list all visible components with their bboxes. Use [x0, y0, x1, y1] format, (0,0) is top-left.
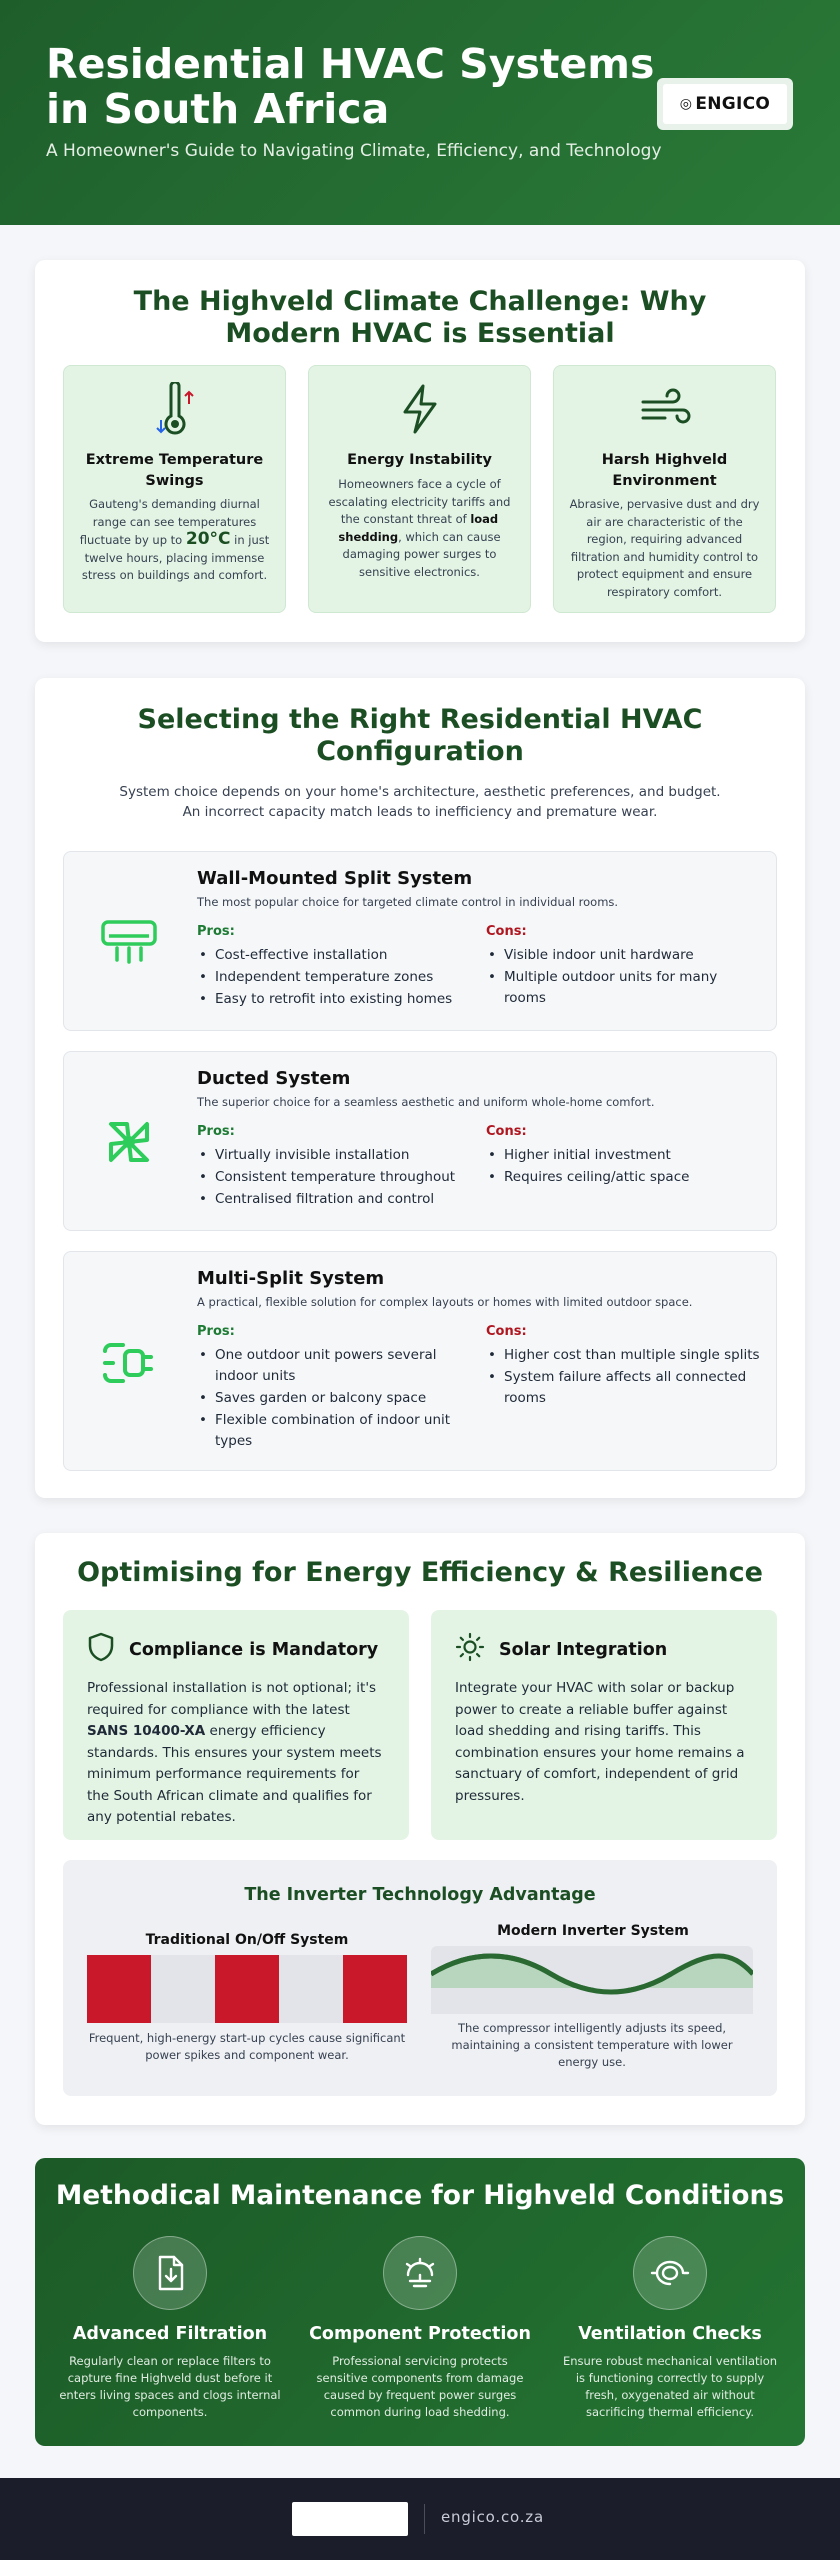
climate-card-title: Extreme Temperature Swings: [85, 452, 264, 489]
page-footer: [0, 2478, 840, 2560]
cycle-on-block: [343, 1955, 407, 2023]
multi-split-icon: [94, 1328, 164, 1398]
compliance-card: [63, 1610, 409, 1840]
list-item: • Requires ceiling/attic space: [486, 1167, 761, 1188]
list-item: • System failure affects all connected rooms: [486, 1367, 761, 1409]
maintenance-item-title: Component Protection: [309, 2324, 531, 2344]
ventilation-icon: [633, 2236, 707, 2310]
page-title: Residential HVAC Systems in South Africa: [46, 40, 655, 133]
list-item: • Centralised filtration and control: [197, 1189, 472, 1210]
page-header: [0, 0, 840, 225]
list-item: • Multiple outdoor units for many rooms: [486, 967, 761, 1009]
traditional-caption: Frequent, high-energy start-up cycles cause significant power spikes and component wear.: [88, 2031, 406, 2062]
maintenance-item-text: Professional servicing protects sensitive components from damage caused by frequent power surges common during load shedding.: [316, 2354, 524, 2419]
pros-label: Pros:: [197, 1324, 235, 1339]
maintenance-title: Methodical Maintenance for Highveld Conditions: [55, 2180, 785, 2211]
wind-icon: [554, 382, 775, 436]
footer-link[interactable]: engico.co.za: [441, 2508, 544, 2526]
list-item: • Visible indoor unit hardware: [486, 945, 761, 966]
system-name: Wall-Mounted Split System: [197, 868, 473, 889]
maintenance-item-protection: [300, 2236, 540, 2421]
modern-label: Modern Inverter System: [497, 1923, 689, 1939]
traditional-label: Traditional On/Off System: [145, 1932, 349, 1948]
maintenance-item-text: Regularly clean or replace filters to capture fine Highveld dust before it enters living spaces and clogs internal components.: [59, 2354, 281, 2419]
solar-card: [431, 1610, 777, 1840]
cons-label: Cons:: [486, 1124, 527, 1139]
climate-card-text: Gauteng's demanding diurnal range can see temperatures fluctuate by up to 20°C in just twelve hours, placing immense stress on buildings and comfort.: [79, 497, 270, 582]
compliance-text: Professional installation is not optional; it's required for compliance with the latest SANS 10400-XA energy efficiency standards. This ensures your system meets minimum performance requirements for the South African climate and qualifies for any potential rebates.: [87, 1680, 382, 1825]
list-item: • Higher initial investment: [486, 1145, 761, 1166]
maintenance-section: [35, 2158, 805, 2446]
maintenance-item-title: Ventilation Checks: [578, 2324, 762, 2344]
maintenance-item-text: Ensure robust mechanical ventilation is functioning correctly to supply fresh, oxygenated air without sacrificing thermal efficiency.: [562, 2354, 778, 2419]
cycle-on-block: [215, 1955, 279, 2023]
list-item: • Consistent temperature throughout: [197, 1167, 472, 1188]
wall-unit-icon: [94, 907, 164, 977]
cons-label: Cons:: [486, 924, 527, 939]
system-card-ducted: [63, 1051, 777, 1231]
maintenance-item-filtration: [50, 2236, 290, 2421]
list-item: • Flexible combination of indoor unit types: [197, 1410, 472, 1452]
climate-card-text: Homeowners face a cycle of escalating electricity tariffs and the constant threat of load shedding, which can cause damaging power surges to sensitive electronics.: [328, 477, 511, 579]
traditional-cycle-graphic: [87, 1955, 407, 2023]
cycle-off-block: [279, 1955, 343, 2023]
list-item: • Cost-effective installation: [197, 945, 472, 966]
footer-divider: [424, 2504, 425, 2534]
modern-caption: The compressor intelligently adjusts its speed, maintaining a consistent temperature with lower energy use.: [451, 2021, 733, 2069]
config-title: Selecting the Right Residential HVAC Configuration: [137, 704, 703, 767]
climate-section: [35, 260, 805, 642]
solar-title: Solar Integration: [499, 1639, 668, 1660]
climate-card-title: Harsh Highveld Environment: [601, 452, 728, 489]
filter-download-icon: [133, 2236, 207, 2310]
system-desc: A practical, flexible solution for complex layouts or homes with limited outdoor space.: [197, 1295, 693, 1309]
ducted-fan-icon: [94, 1107, 164, 1177]
pros-list: [197, 1124, 472, 1211]
list-item: • Easy to retrofit into existing homes: [197, 989, 472, 1010]
inverter-panel: [63, 1860, 777, 2096]
surge-protection-icon: [383, 2236, 457, 2310]
climate-card-energy: [308, 365, 531, 613]
system-card-wall-split: [63, 851, 777, 1031]
climate-card-environment: [553, 365, 776, 613]
climate-title: The Highveld Climate Challenge: Why Modern HVAC is Essential: [133, 286, 707, 349]
pros-label: Pros:: [197, 924, 235, 939]
compliance-title: Compliance is Mandatory: [129, 1639, 379, 1660]
thermometer-icon: [64, 382, 285, 436]
system-name: Multi-Split System: [197, 1268, 385, 1289]
pros-label: Pros:: [197, 1124, 235, 1139]
shield-icon: [87, 1632, 115, 1667]
inverter-wave-graphic: [431, 1946, 753, 2014]
logo[interactable]: [657, 78, 793, 130]
cycle-off-block: [151, 1955, 215, 2023]
sun-icon: [455, 1632, 485, 1667]
cons-list: [486, 924, 761, 1010]
efficiency-section: [35, 1533, 805, 2125]
list-item: • Virtually invisible installation: [197, 1145, 472, 1166]
list-item: • One outdoor unit powers several indoor units: [197, 1345, 472, 1387]
climate-card-temperature: [63, 365, 286, 613]
cons-list: [486, 1324, 761, 1410]
system-desc: The superior choice for a seamless aesthetic and uniform whole-home comfort.: [197, 1095, 655, 1109]
logo-mark-icon: ◎: [679, 96, 693, 112]
list-item: • Independent temperature zones: [197, 967, 472, 988]
pros-list: [197, 924, 472, 1011]
climate-card-title: Energy Instability: [347, 452, 492, 468]
config-section: [35, 678, 805, 1498]
system-card-multi-split: [63, 1251, 777, 1471]
cons-list: [486, 1124, 761, 1189]
efficiency-title: Optimising for Energy Efficiency & Resilience: [77, 1557, 763, 1588]
climate-card-text: Abrasive, pervasive dust and dry air are characteristic of the region, requiring advanced filtration and humidity control to protect equipment and ensure respiratory comfort.: [569, 497, 760, 599]
maintenance-item-title: Advanced Filtration: [72, 2324, 268, 2344]
system-name: Ducted System: [197, 1068, 351, 1089]
page-subtitle: A Homeowner's Guide to Navigating Climate, Efficiency, and Technology: [46, 141, 662, 161]
maintenance-item-ventilation: [550, 2236, 790, 2421]
inverter-title: The Inverter Technology Advantage: [244, 1885, 596, 1905]
cycle-on-block: [87, 1955, 151, 2023]
solar-text: Integrate your HVAC with solar or backup power to create a reliable buffer against load shedding and rising tariffs. This combination ensures your home remains a sanctuary of comfort, independent of grid pressures.: [455, 1680, 745, 1804]
cons-label: Cons:: [486, 1324, 527, 1339]
list-item: • Higher cost than multiple single splits: [486, 1345, 761, 1366]
footer-logo[interactable]: [292, 2502, 408, 2536]
pros-list: [197, 1324, 472, 1453]
list-item: • Saves garden or balcony space: [197, 1388, 472, 1409]
logo-text: ENGICO: [695, 94, 771, 114]
system-desc: The most popular choice for targeted climate control in individual rooms.: [197, 895, 619, 909]
lightning-icon: [309, 382, 530, 436]
config-intro: System choice depends on your home's architecture, aesthetic preferences, and budget. An incorrect capacity match leads to inefficiency and premature wear.: [119, 784, 721, 820]
